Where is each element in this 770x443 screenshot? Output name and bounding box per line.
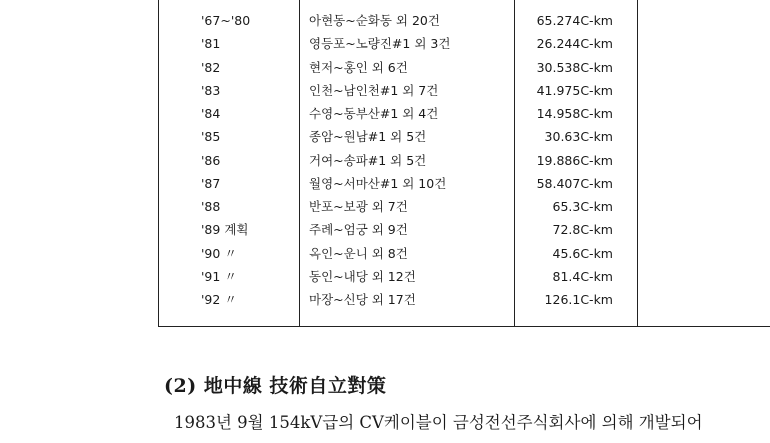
- year-cell: '86: [201, 152, 221, 168]
- year-cell: '82: [201, 59, 221, 75]
- length-cell: 14.958C-km: [536, 106, 613, 121]
- table-row: [159, 242, 770, 265]
- length-cell: 126.1C-km: [544, 292, 613, 307]
- length-cell: 58.407C-km: [536, 175, 613, 191]
- year-cell: '85: [201, 129, 221, 145]
- table-row: [159, 32, 770, 55]
- section-cell: 반포~보광 외 7건: [309, 199, 408, 214]
- section-cell: 거여~송파#1 외 5건: [309, 152, 427, 168]
- length-cell: 65.274C-km: [536, 13, 613, 28]
- year-cell: '89 계획: [201, 222, 249, 238]
- table-row: [159, 102, 770, 125]
- year-cell: '88: [201, 199, 221, 214]
- table-row: [159, 9, 770, 32]
- section-cell: 주례~엄궁 외 9건: [309, 222, 408, 238]
- length-cell: 41.975C-km: [536, 82, 613, 98]
- length-cell: 72.8C-km: [552, 222, 613, 238]
- table-row: [159, 218, 770, 241]
- cable-table: [158, 0, 770, 327]
- section-cell: 마장~신당 외 17건: [309, 292, 416, 307]
- length-cell: 30.63C-km: [544, 129, 613, 145]
- length-cell: 30.538C-km: [536, 59, 613, 75]
- length-cell: 81.4C-km: [552, 268, 613, 284]
- table-row: [159, 125, 770, 148]
- section-heading: (2) 地中線 技術自立對策: [164, 375, 387, 397]
- year-cell: '84: [201, 106, 221, 121]
- table-row: [159, 265, 770, 288]
- table-row: [159, 288, 770, 311]
- table-body: [159, 9, 770, 311]
- table-row: [159, 56, 770, 79]
- length-cell: 19.886C-km: [536, 152, 613, 168]
- section-cell: 월영~서마산#1 외 10건: [309, 175, 447, 191]
- section-cell: 수영~동부산#1 외 4건: [309, 106, 439, 121]
- year-cell: '90 〃: [201, 245, 237, 261]
- year-cell: '92 〃: [201, 292, 237, 307]
- section-cell: 인천~남인천#1 외 7건: [309, 82, 439, 98]
- year-cell: '67~'80: [201, 13, 251, 28]
- section-cell: 아현동~순화동 외 20건: [309, 13, 440, 28]
- table-row: [159, 172, 770, 195]
- body-paragraph: 1983년 9월 154kV급의 CV케이블이 금성전선주식회사에 의해 개발되어: [174, 413, 703, 432]
- section-cell: 영등포~노량진#1 외 3건: [309, 36, 451, 52]
- section-cell: 종암~원남#1 외 5건: [309, 129, 427, 145]
- section-cell: 옥인~운니 외 8건: [309, 245, 408, 261]
- length-cell: 65.3C-km: [552, 199, 613, 214]
- length-cell: 26.244C-km: [536, 36, 613, 52]
- table-row: [159, 79, 770, 102]
- year-cell: '91 〃: [201, 268, 237, 284]
- section-cell: 동인~내당 외 12건: [309, 268, 416, 284]
- year-cell: '81: [201, 36, 221, 52]
- table-row: [159, 195, 770, 218]
- length-cell: 45.6C-km: [552, 245, 613, 261]
- year-cell: '83: [201, 82, 221, 98]
- table-row: [159, 149, 770, 172]
- section-cell: 현저~홍인 외 6건: [309, 59, 408, 75]
- year-cell: '87: [201, 175, 221, 191]
